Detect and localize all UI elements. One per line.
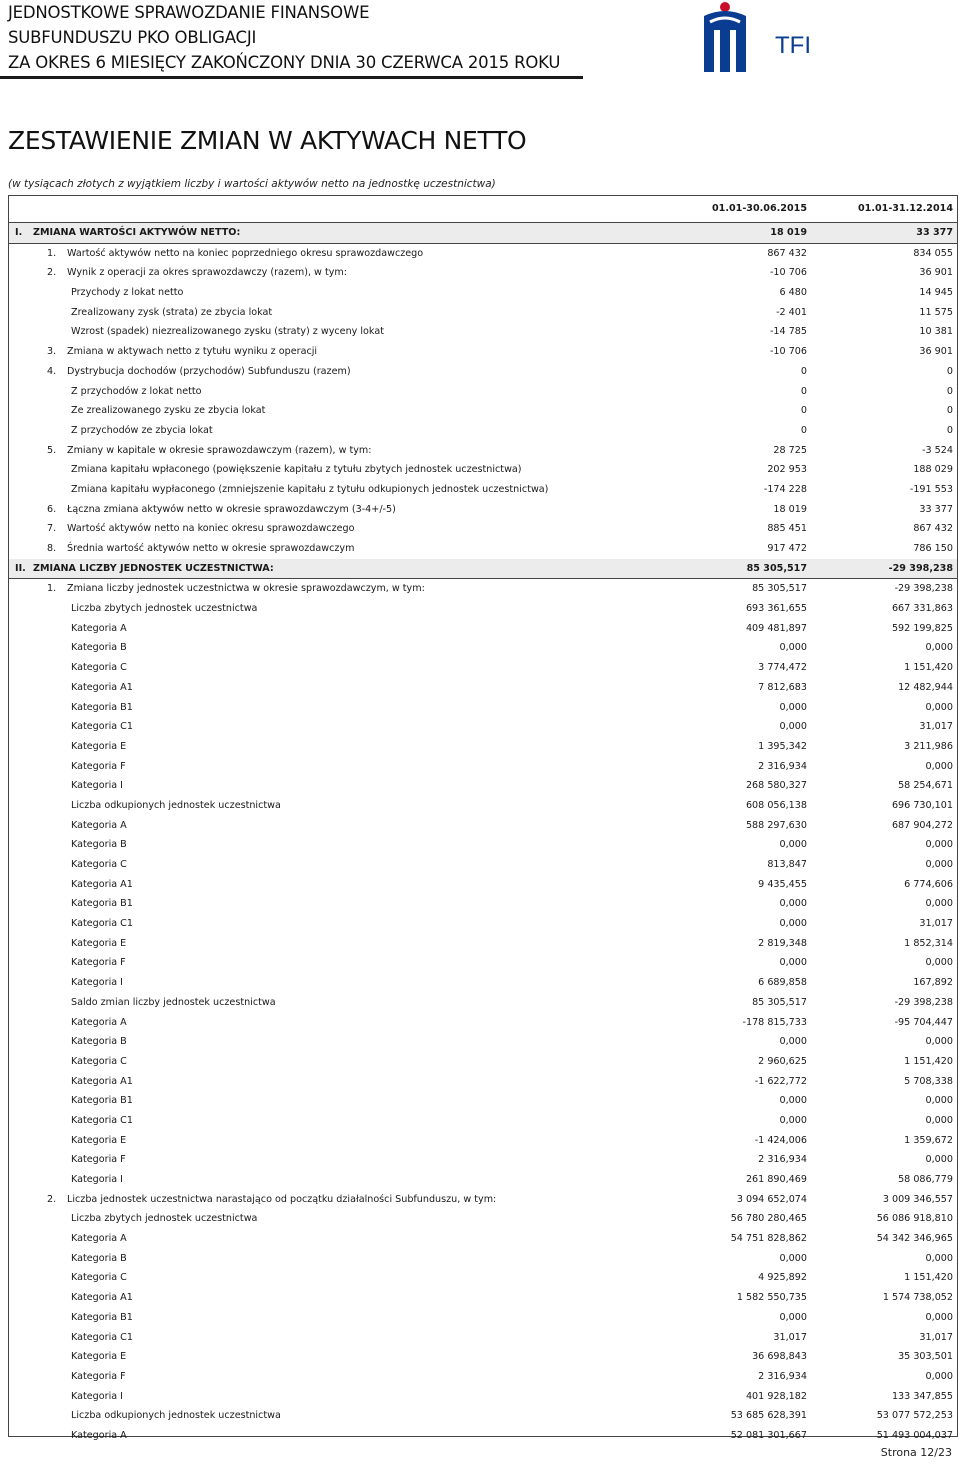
value-2014: 10 381 <box>919 326 953 338</box>
table-row <box>9 559 957 580</box>
value-2014: 1 151,420 <box>904 662 953 674</box>
row-label: ZMIANA LICZBY JEDNOSTEK UCZESTNICTWA: <box>33 562 274 574</box>
value-2014: 14 945 <box>919 287 953 299</box>
units-subtitle: (w tysiącach złotych z wyjątkiem liczby i wartości aktywów netto na jednostkę uczestnictwa) <box>8 178 496 190</box>
header-line-1: JEDNOSTKOWE SPRAWOZDANIE FINANSOWE <box>8 3 370 22</box>
table-row <box>9 441 957 461</box>
row-label: Wartość aktywów netto na koniec okresu sprawozdawczego <box>67 523 355 535</box>
row-number: I. <box>15 227 23 238</box>
row-label: Liczba zbytych jednostek uczestnictwa <box>71 1213 258 1225</box>
value-2015: 401 928,182 <box>745 1390 807 1402</box>
value-2014: 188 029 <box>913 464 953 476</box>
row-label: Kategoria I <box>71 780 123 792</box>
row-label: Kategoria B1 <box>71 898 133 910</box>
row-label: Kategoria C1 <box>71 721 133 733</box>
row-label: Kategoria A <box>71 1233 127 1245</box>
table-row <box>9 223 957 244</box>
table-row <box>9 303 957 323</box>
table-row <box>9 1131 957 1151</box>
value-2015: -1 622,772 <box>754 1075 807 1087</box>
row-number: 8. <box>47 543 57 554</box>
value-2014: 31,017 <box>919 1331 953 1343</box>
table-row <box>9 1190 957 1210</box>
value-2014: 0,000 <box>925 859 953 870</box>
table-row <box>9 1052 957 1072</box>
row-label: Kategoria C <box>71 1055 127 1067</box>
value-2015: 6 689,858 <box>758 977 807 989</box>
value-2014: 1 852,314 <box>904 937 953 949</box>
table-row <box>9 1288 957 1308</box>
table-row <box>9 1249 957 1269</box>
value-2014: 167,892 <box>913 977 953 989</box>
value-2015: 1 395,342 <box>758 740 807 752</box>
value-2015: 4 925,892 <box>758 1272 807 1284</box>
row-label: Kategoria I <box>71 1390 123 1402</box>
row-label: Zmiana kapitału wpłaconego (powiększenie kapitału z tytułu zbytych jednostek uczestnictwa) <box>71 464 522 476</box>
row-label: Łączna zmiana aktywów netto w okresie sprawozdawczym (3-4+/-5) <box>67 503 396 515</box>
value-2014: 56 086 918,810 <box>876 1213 953 1225</box>
table-row <box>9 816 957 836</box>
table-header-row <box>9 196 957 223</box>
row-label: Wartość aktywów netto na koniec poprzedniego okresu sprawozdawczego <box>67 247 424 259</box>
value-2015: 0,000 <box>779 1252 807 1264</box>
row-label: ZMIANA WARTOŚCI AKTYWÓW NETTO: <box>33 227 241 238</box>
value-2014: 0 <box>946 405 953 417</box>
value-2014: 0,000 <box>925 642 953 654</box>
row-label: Kategoria C <box>71 859 127 870</box>
value-2015: 2 316,934 <box>758 760 807 772</box>
value-2014: 0 <box>946 365 953 377</box>
table-row <box>9 619 957 639</box>
table-row <box>9 579 957 599</box>
value-2015: 85 305,517 <box>752 996 807 1008</box>
row-label: Zmiana w aktywach netto z tytułu wyniku z operacji <box>67 346 318 358</box>
value-2014: -95 704,447 <box>894 1016 953 1028</box>
table-row <box>9 1268 957 1288</box>
pko-tfi-logo <box>700 0 810 80</box>
value-2015: 31,017 <box>773 1331 807 1343</box>
value-2014: 33 377 <box>919 503 953 515</box>
row-number: 6. <box>47 503 57 515</box>
value-2015: -14 785 <box>769 326 807 338</box>
value-2015: 588 297,630 <box>745 819 807 831</box>
table-row <box>9 973 957 993</box>
table-row <box>9 500 957 520</box>
value-2015: 917 472 <box>767 543 807 554</box>
table-row <box>9 1032 957 1052</box>
table-row <box>9 382 957 402</box>
row-label: Zmiana liczby jednostek uczestnictwa w okresie sprawozdawczym, w tym: <box>67 583 425 595</box>
value-2014: 35 303,501 <box>898 1351 953 1363</box>
row-label: Przychody z lokat netto <box>71 287 184 299</box>
value-2015: 0 <box>800 385 807 397</box>
row-label: Kategoria A1 <box>71 1292 133 1304</box>
value-2014: 0,000 <box>925 1311 953 1323</box>
value-2015: 0,000 <box>779 721 807 733</box>
net-assets-table <box>8 195 958 1441</box>
row-label: Kategoria I <box>71 1174 123 1185</box>
value-2015: 0,000 <box>779 918 807 930</box>
value-2014: 687 904,272 <box>891 819 953 831</box>
row-label: Kategoria F <box>71 760 126 772</box>
row-label: Kategoria C1 <box>71 918 133 930</box>
row-label: Kategoria A1 <box>71 1075 133 1087</box>
row-label: Kategoria I <box>71 977 123 989</box>
table-row <box>9 737 957 757</box>
value-2015: 0,000 <box>779 1095 807 1107</box>
table-row <box>9 1111 957 1131</box>
value-2015: -1 424,006 <box>754 1134 807 1146</box>
table-row <box>9 322 957 342</box>
row-number: 5. <box>47 444 57 456</box>
value-2015: 0,000 <box>779 957 807 969</box>
header-rule <box>0 76 583 79</box>
row-label: Dystrybucja dochodów (przychodów) Subfunduszu (razem) <box>67 365 351 377</box>
value-2015: 608 056,138 <box>745 799 807 811</box>
table-row <box>9 1170 957 1190</box>
value-2014: 834 055 <box>913 247 953 259</box>
row-label: Kategoria A <box>71 622 127 634</box>
row-label: Kategoria E <box>71 1134 127 1146</box>
value-2014: 0,000 <box>925 898 953 910</box>
table-row <box>9 638 957 658</box>
table-row <box>9 855 957 875</box>
table-row <box>9 835 957 855</box>
value-2015: 85 305,517 <box>746 562 807 574</box>
value-2015: 36 698,843 <box>752 1351 807 1363</box>
row-label: Saldo zmian liczby jednostek uczestnictwa <box>71 996 276 1008</box>
table-row <box>9 1387 957 1407</box>
value-2015: 2 819,348 <box>758 937 807 949</box>
row-label: Kategoria B <box>71 839 127 851</box>
value-2014: 0,000 <box>925 760 953 772</box>
value-2014: 786 150 <box>913 543 953 554</box>
row-label: Liczba odkupionych jednostek uczestnictwa <box>71 799 281 811</box>
value-2014: 133 347,855 <box>891 1390 953 1402</box>
value-2015: 0,000 <box>779 1311 807 1323</box>
value-2015: 56 780 280,465 <box>730 1213 807 1225</box>
row-label: Liczba odkupionych jednostek uczestnictwa <box>71 1410 281 1422</box>
value-2014: 696 730,101 <box>891 799 953 811</box>
value-2014: 0,000 <box>925 839 953 851</box>
table-row <box>9 1072 957 1092</box>
value-2015: 2 316,934 <box>758 1370 807 1382</box>
table-row <box>9 894 957 914</box>
value-2015: 3 774,472 <box>758 662 807 674</box>
value-2015: 0,000 <box>779 898 807 910</box>
value-2014: 36 901 <box>919 267 953 279</box>
value-2014: 6 774,606 <box>904 878 953 890</box>
value-2015: -174 228 <box>763 483 807 495</box>
value-2015: 0,000 <box>779 701 807 713</box>
value-2015: 202 953 <box>767 464 807 476</box>
value-2015: 2 316,934 <box>758 1154 807 1166</box>
row-label: Kategoria B1 <box>71 701 133 713</box>
value-2015: 28 725 <box>773 444 807 456</box>
value-2014: 12 482,944 <box>898 681 953 693</box>
value-2015: 0,000 <box>779 1114 807 1126</box>
table-row <box>9 796 957 816</box>
row-number: 1. <box>47 247 57 259</box>
value-2014: 0,000 <box>925 701 953 713</box>
value-2015: 3 094 652,074 <box>736 1193 807 1205</box>
row-label: Kategoria A1 <box>71 878 133 890</box>
value-2014: -29 398,238 <box>888 562 953 574</box>
table-row <box>9 1308 957 1328</box>
value-2015: 885 451 <box>767 523 807 535</box>
row-label: Kategoria A <box>71 1429 127 1441</box>
value-2014: 31,017 <box>919 721 953 733</box>
table-row <box>9 480 957 500</box>
value-2015: 9 435,455 <box>758 878 807 890</box>
value-2014: 58 086,779 <box>898 1174 953 1185</box>
row-label: Kategoria F <box>71 1370 126 1382</box>
value-2015: 18 019 <box>770 227 807 238</box>
value-2015: 18 019 <box>773 503 807 515</box>
value-2015: 268 580,327 <box>745 780 807 792</box>
row-label: Wzrost (spadek) niezrealizowanego zysku (straty) z wyceny lokat <box>71 326 384 338</box>
value-2015: -178 815,733 <box>742 1016 807 1028</box>
row-number: 2. <box>47 1193 57 1205</box>
table-row <box>9 717 957 737</box>
value-2014: -3 524 <box>922 444 953 456</box>
table-row <box>9 342 957 362</box>
value-2014: 667 331,863 <box>891 603 953 615</box>
value-2014: 1 359,672 <box>904 1134 953 1146</box>
value-2014: 592 199,825 <box>891 622 953 634</box>
value-2014: 3 211,986 <box>904 740 953 752</box>
column-header-2015: 01.01-30.06.2015 <box>711 203 807 214</box>
table-row <box>9 1229 957 1249</box>
row-label: Kategoria C <box>71 1272 127 1284</box>
row-label: Kategoria B1 <box>71 1095 133 1107</box>
row-label: Zmiana kapitału wypłaconego (zmniejszenie kapitału z tytułu odkupionych jednostek uczestnictwa) <box>71 483 549 495</box>
value-2014: 31,017 <box>919 918 953 930</box>
table-row <box>9 421 957 441</box>
table-row <box>9 539 957 559</box>
row-label: Średnia wartość aktywów netto w okresie sprawozdawczym <box>67 543 355 554</box>
value-2014: -191 553 <box>909 483 953 495</box>
value-2014: 0,000 <box>925 1154 953 1166</box>
table-row <box>9 914 957 934</box>
value-2014: 51 493 004,037 <box>876 1429 953 1441</box>
section-title: ZESTAWIENIE ZMIAN W AKTYWACH NETTO <box>8 126 527 155</box>
row-label: Kategoria B1 <box>71 1311 133 1323</box>
value-2014: 5 708,338 <box>904 1075 953 1087</box>
logo-tfi-text: TFI <box>775 32 811 59</box>
row-label: Kategoria B <box>71 1252 127 1264</box>
row-number: 7. <box>47 523 57 535</box>
table-row <box>9 599 957 619</box>
value-2015: 867 432 <box>767 247 807 259</box>
report-header <box>8 0 582 75</box>
value-2014: -29 398,238 <box>894 996 953 1008</box>
row-label: Kategoria B <box>71 1036 127 1048</box>
table-row <box>9 953 957 973</box>
value-2015: -2 401 <box>776 306 807 318</box>
value-2014: 11 575 <box>919 306 953 318</box>
value-2015: 52 081 301,667 <box>730 1429 807 1441</box>
table-body <box>9 223 957 1446</box>
value-2014: 1 574 738,052 <box>882 1292 953 1304</box>
row-label: Kategoria A <box>71 1016 127 1028</box>
value-2014: 0,000 <box>925 1095 953 1107</box>
value-2015: 54 751 828,862 <box>730 1233 807 1245</box>
value-2015: 0 <box>800 365 807 377</box>
row-label: Ze zrealizowanego zysku ze zbycia lokat <box>71 405 266 417</box>
table-row <box>9 263 957 283</box>
value-2014: 3 009 346,557 <box>882 1193 953 1205</box>
row-label: Kategoria C <box>71 662 127 674</box>
row-label: Kategoria E <box>71 740 127 752</box>
value-2015: 0,000 <box>779 642 807 654</box>
row-number: 4. <box>47 365 57 377</box>
table-row <box>9 401 957 421</box>
row-label: Kategoria B <box>71 642 127 654</box>
value-2015: 0 <box>800 424 807 436</box>
header-line-2: SUBFUNDUSZU PKO OBLIGACJI <box>8 28 257 47</box>
value-2014: 36 901 <box>919 346 953 358</box>
value-2015: -10 706 <box>769 267 807 279</box>
row-number: 3. <box>47 346 57 358</box>
value-2014: 0,000 <box>925 957 953 969</box>
table-row <box>9 362 957 382</box>
row-label: Liczba zbytych jednostek uczestnictwa <box>71 603 258 615</box>
value-2015: 409 481,897 <box>745 622 807 634</box>
row-label: Wynik z operacji za okres sprawozdawczy (razem), w tym: <box>67 267 347 279</box>
value-2014: 1 151,420 <box>904 1055 953 1067</box>
value-2015: 1 582 550,735 <box>736 1292 807 1304</box>
table-row <box>9 1150 957 1170</box>
row-label: Kategoria F <box>71 957 126 969</box>
table-row <box>9 757 957 777</box>
row-label: Zrealizowany zysk (strata) ze zbycia lokat <box>71 306 273 318</box>
value-2015: 693 361,655 <box>745 603 807 615</box>
value-2015: 2 960,625 <box>758 1055 807 1067</box>
row-number: II. <box>15 562 26 574</box>
value-2014: 867 432 <box>913 523 953 535</box>
table-row <box>9 244 957 264</box>
row-label: Liczba jednostek uczestnictwa narastająco od początku działalności Subfunduszu, w tym: <box>67 1193 497 1205</box>
row-label: Kategoria F <box>71 1154 126 1166</box>
value-2015: 0 <box>800 405 807 417</box>
value-2015: 0,000 <box>779 839 807 851</box>
value-2015: 261 890,469 <box>745 1174 807 1185</box>
value-2014: 53 077 572,253 <box>876 1410 953 1422</box>
row-label: Z przychodów z lokat netto <box>71 385 202 397</box>
value-2014: 58 254,671 <box>898 780 953 792</box>
row-label: Kategoria C1 <box>71 1331 133 1343</box>
row-number: 1. <box>47 583 57 595</box>
value-2015: 0,000 <box>779 1036 807 1048</box>
value-2015: 53 685 628,391 <box>730 1410 807 1422</box>
table-row <box>9 678 957 698</box>
row-label: Z przychodów ze zbycia lokat <box>71 424 213 436</box>
value-2014: 0 <box>946 385 953 397</box>
table-row <box>9 460 957 480</box>
row-number: 2. <box>47 267 57 279</box>
table-row <box>9 658 957 678</box>
table-row <box>9 283 957 303</box>
table-row <box>9 776 957 796</box>
value-2014: 0,000 <box>925 1370 953 1382</box>
table-row <box>9 698 957 718</box>
value-2015: 6 480 <box>779 287 807 299</box>
header-line-3: ZA OKRES 6 MIESIĘCY ZAKOŃCZONY DNIA 30 CZERWCA 2015 ROKU <box>8 53 561 72</box>
row-label: Kategoria E <box>71 937 127 949</box>
table-row <box>9 1347 957 1367</box>
row-label: Kategoria A1 <box>71 681 133 693</box>
table-row <box>9 934 957 954</box>
column-header-2014: 01.01-31.12.2014 <box>857 203 953 214</box>
table-row <box>9 875 957 895</box>
row-label: Kategoria C1 <box>71 1114 133 1126</box>
value-2015: 7 812,683 <box>758 681 807 693</box>
table-row <box>9 1406 957 1426</box>
table-row <box>9 993 957 1013</box>
value-2015: 85 305,517 <box>752 583 807 595</box>
value-2014: 54 342 346,965 <box>876 1233 953 1245</box>
table-row <box>9 1013 957 1033</box>
value-2014: 1 151,420 <box>904 1272 953 1284</box>
value-2014: 0,000 <box>925 1114 953 1126</box>
value-2015: -10 706 <box>769 346 807 358</box>
table-row <box>9 1209 957 1229</box>
value-2014: 0 <box>946 424 953 436</box>
row-label: Zmiany w kapitale w okresie sprawozdawczym (razem), w tym: <box>67 444 372 456</box>
row-label: Kategoria A <box>71 819 127 831</box>
table-row <box>9 519 957 539</box>
table-row <box>9 1426 957 1446</box>
table-row <box>9 1328 957 1348</box>
table-row <box>9 1367 957 1387</box>
value-2015: 813,847 <box>767 859 807 870</box>
value-2014: 0,000 <box>925 1036 953 1048</box>
row-label: Kategoria E <box>71 1351 127 1363</box>
value-2014: 0,000 <box>925 1252 953 1264</box>
table-row <box>9 1091 957 1111</box>
page-number: Strona 12/23 <box>880 1446 952 1459</box>
value-2014: -29 398,238 <box>894 583 953 595</box>
value-2014: 33 377 <box>916 227 953 238</box>
